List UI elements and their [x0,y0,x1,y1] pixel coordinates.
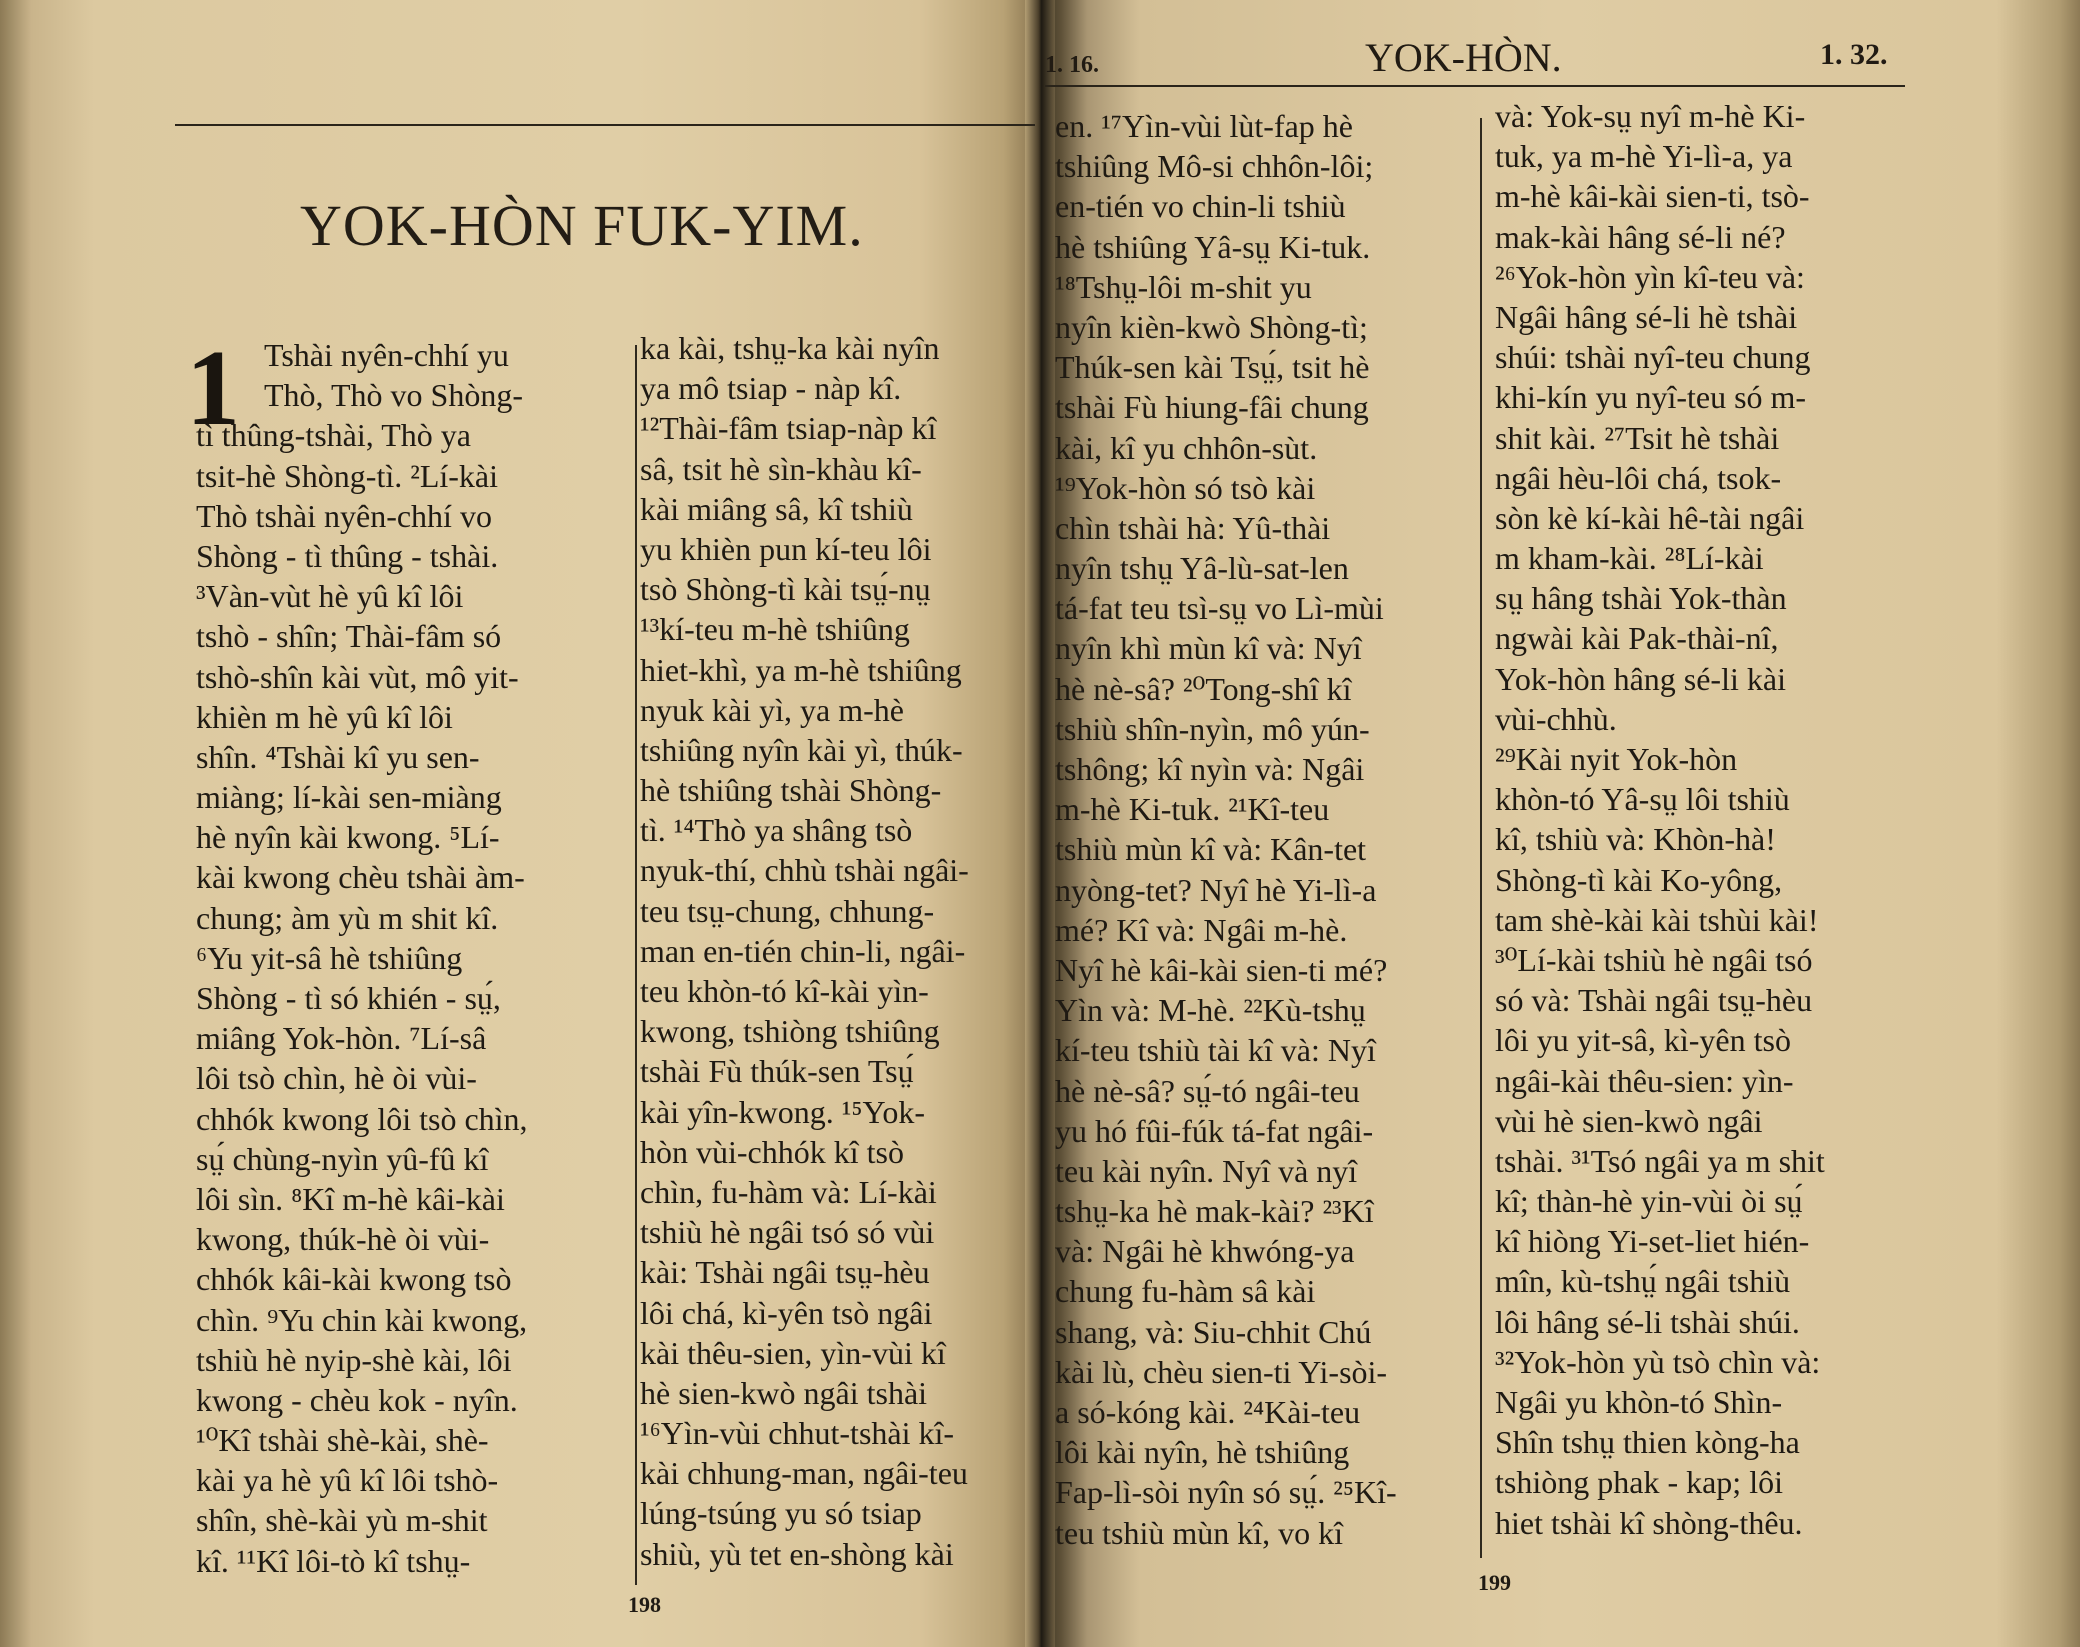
left-col1-line: lôi sìn. ⁸Kî m-hè kâi-kài [196,1180,505,1217]
right-col1-line: tshiù shîn-nyìn, mô yún- [1055,710,1370,747]
right-col2-line: Shòng-tì kài Ko-yông, [1495,861,1783,898]
right-col2-line: hiet tshài kî shòng-thêu. [1495,1504,1803,1541]
left-col1-line: ¹⁰Kî tshài shè-kài, shè- [196,1422,489,1459]
left-col1-line: Thò tshài nyên-chhí vo [196,497,492,534]
right-col1-line: lôi kài nyîn, hè tshiûng [1055,1434,1350,1471]
top-rule-left [175,124,1035,126]
right-col2-line: tam shè-kài kài tshùi kài! [1495,901,1819,938]
left-column-2 [640,328,1040,1574]
left-col2-line: hè sien-kwò ngâi tshài [640,1374,928,1411]
left-col1-line: sṳ́ chùng-nyìn yû-fû kî [196,1140,489,1177]
left-col1-line: ⁶Yu yit-sâ hè tshiûng [196,939,463,976]
right-col1-line: Fap-lì-sòi nyîn só sṳ́. ²⁵Kî- [1055,1474,1397,1511]
right-col1-line: a só-kóng kài. ²⁴Kài-teu [1055,1394,1361,1430]
left-col2-line: tshiûng nyîn kài yì, thúk- [640,731,963,768]
right-col1-line: tshiûng Mô-si chhôn-lôi; [1055,148,1374,185]
right-col2-line: mak-kài hâng sé-li né? [1495,218,1786,255]
right-col2-line: vùi-chhù. [1495,700,1617,737]
right-col2-line: ngâi hèu-lôi chá, tsok- [1495,459,1782,496]
left-col2-line: shiù, yù tet en-shòng kài [640,1535,954,1572]
left-col1-line: chung; àm yù m shit kî. [196,899,499,936]
left-col2-line: ka kài, tshṳ-ka kài nyîn [640,330,940,366]
left-col2-line: ¹⁶Yìn-vùi chhut-tshài kî- [640,1415,955,1452]
right-col2-line: m kham-kài. ²⁸Lí-kài [1495,540,1764,577]
chapter-drop-cap: 1 [186,329,240,448]
right-col1-line: chung fu-hàm sâ kài [1055,1273,1316,1310]
left-col2-line: teu tsṳ-chung, chhung- [640,892,935,929]
right-col1-line: chìn tshài hà: Yû-thài [1055,509,1331,546]
right-col1-line: tshài Fù hiung-fâi chung [1055,389,1369,426]
right-col2-line: khòn-tó Yâ-sṳ lôi tshiù [1495,781,1790,818]
right-col2-line: khi-kín yu nyî-teu só m- [1495,379,1807,416]
right-col1-line: Nyî hè kâi-kài sien-ti mé? [1055,951,1388,988]
left-col1-line: tsit-hè Shòng-tì. ²Lí-kài [196,457,498,494]
right-col2-line: sòn kè kí-kài hê-tài ngâi [1495,499,1805,536]
left-col1-line: kài ya hè yû kî lôi tshò- [196,1462,499,1499]
right-column-1 [1055,106,1475,1553]
right-col2-line: tuk, ya m-hè Yi-lì-a, ya [1495,138,1793,175]
left-column-1 [196,335,626,1581]
right-col2-line: Shîn tshṳ thien kòng-ha [1495,1424,1800,1461]
right-col1-line: en-tién vo chin-li tshiù [1055,188,1346,225]
left-col2-line: hòn vùi-chhók kî tsò [640,1133,904,1170]
right-col1-line: en. ¹⁷Yìn-vùi lùt-fap hè [1055,108,1353,144]
right-col2-line: ³⁰Lí-kài tshiù hè ngâi tsó [1495,941,1813,978]
right-column-2 [1495,96,1945,1543]
right-col1-line: ¹⁹Yok-hòn só tsò kài [1055,469,1316,506]
left-col2-line: nyuk kài yì, ya m-hè [640,691,904,728]
right-col2-line: m-hè kâi-kài sien-ti, tsò- [1495,178,1810,215]
book-title: YOK-HÒN FUK-YIM. [300,193,864,258]
left-col1-line: Shòng - tì só khién - sṳ́, [196,980,501,1016]
left-col1-line: hè nyîn kài kwong. ⁵Lí- [196,819,500,856]
right-col1-line: và: Ngâi hè khwóng-ya [1055,1233,1355,1270]
right-col2-line: Yok-hòn hâng sé-li kài [1495,660,1786,697]
left-col2-line: hè tshiûng tshài Shòng- [640,772,942,809]
left-col2-line: yu khièn pun kí-teu lôi [640,530,932,567]
left-col2-line: tì. ¹⁴Thò ya shâng tsò [640,812,913,849]
left-col2-line: lúng-tsúng yu só tsiap [640,1495,922,1532]
left-col2-line: nyuk-thí, chhù tshài ngâi- [640,852,969,889]
left-col1-line: miàng; lí-kài sen-miàng [196,779,502,816]
column-divider-left [635,345,637,1585]
right-col1-line: shang, và: Siu-chhit Chú [1055,1313,1372,1350]
right-col1-line: hè nè-sâ? ²⁰Tong-shî kî [1055,670,1352,707]
right-col2-line: kî hiòng Yi-set-liet hién- [1495,1223,1810,1260]
right-col2-line: kî; thàn-hè yin-vùi òi sṳ́ [1495,1183,1803,1220]
right-col2-line: shúi: tshài nyî-teu chung [1495,339,1811,376]
left-col2-line: tshài Fù thúk-sen Tsṳ́ [640,1053,914,1090]
left-col1-line: shîn. ⁴Tshài kî yu sen- [196,738,480,775]
right-col2-line: lôi hâng sé-li tshài shúi. [1495,1303,1800,1340]
right-col2-line: só và: Tshài ngâi tsṳ-hèu [1495,982,1813,1019]
right-col1-line: mé? Kî và: Ngâi m-hè. [1055,911,1348,948]
left-col1-line: kwong, thúk-hè òi vùi- [196,1221,490,1258]
right-col1-line: tshṳ-ka hè mak-kài? ²³Kî [1055,1193,1374,1230]
right-col2-line: sṳ hâng tshài Yok-thàn [1495,580,1787,617]
left-col1-line: ³Vàn-vùt hè yû kî lôi [196,578,464,615]
right-col1-line: Yìn và: M-hè. ²²Kù-tshṳ [1055,992,1366,1029]
right-col2-line: ²⁶Yok-hòn yìn kî-teu và: [1495,258,1805,295]
right-col2-line: tshài. ³¹Tsó ngâi ya m shit [1495,1142,1825,1179]
left-col2-line: tshiù hè ngâi tsó só vùi [640,1214,935,1251]
left-col2-line: sâ, tsit hè sìn-khàu kî- [640,450,922,487]
left-col1-line: tshò - shîn; Thài-fâm só [196,618,502,655]
left-col1-line: kwong - chèu kok - nyîn. [196,1381,518,1418]
left-col2-line: ¹³kí-teu m-hè tshiûng [640,611,910,648]
header-book-name: YOK-HÒN. [1365,35,1562,80]
right-col2-line: ²⁹Kài nyit Yok-hòn [1495,741,1738,777]
header-chapter-start: 1. 16. [1045,52,1099,78]
right-col2-line: tshiòng phak - kap; lôi [1495,1464,1783,1501]
left-col1-line: khièn m hè yû kî lôi [196,698,453,735]
left-col1-line: tshò-shîn kài vùt, mô yit- [196,658,519,695]
left-col1-line: chhók kâi-kài kwong tsò [196,1261,512,1298]
right-col1-line: nyîn tshṳ Yâ-lù-sat-len [1055,550,1349,587]
right-col2-line: kî, tshiù và: Khòn-hà! [1495,821,1776,858]
right-col2-line: Ngâi hâng sé-li hè tshài [1495,298,1798,335]
right-col1-line: tshiù mùn kî và: Kân-tet [1055,831,1367,868]
right-col1-line: teu tshiù mùn kî, vo kî [1055,1514,1343,1551]
left-col1-line: miâng Yok-hòn. ⁷Lí-sâ [196,1020,487,1057]
left-col2-line: kài yîn-kwong. ¹⁵Yok- [640,1093,926,1130]
right-col1-line: tá-fat teu tsì-sṳ vo Lì-mùi [1055,590,1384,627]
right-col1-line: ¹⁸Tshṳ-lôi m-shit yu [1055,268,1312,305]
left-col2-line: ya mô tsiap - nàp kî. [640,370,902,407]
page-number-left: 198 [628,1592,661,1617]
left-col1-line: Tshài nyên-chhí yu [264,337,509,373]
top-rule-right [1045,85,1905,87]
right-col2-line: ngâi-kài thêu-sien: yìn- [1495,1062,1794,1099]
left-col2-line: tsò Shòng-tì kài tsṳ́-nṳ [640,571,931,608]
right-col1-line: tshông; kî nyìn và: Ngâi [1055,751,1365,787]
left-col1-line: kî. ¹¹Kî lôi-tò kî tshṳ- [196,1542,471,1579]
left-col2-line: kài: Tshài ngâi tsṳ-hèu [640,1254,930,1291]
right-col1-line: teu kài nyîn. Nyî và nyî [1055,1152,1358,1189]
left-col2-line: teu khòn-tó kî-kài yìn- [640,973,929,1009]
right-col2-line: mîn, kù-tshṳ́ ngâi tshiù [1495,1263,1791,1300]
column-divider-right [1480,118,1482,1558]
left-col1-line: Shòng - tì thûng - tshài. [196,537,499,574]
left-col1-line: tì thûng-tshài, Thò ya [196,417,471,454]
left-col2-line: kài miâng sâ, kî tshiù [640,490,913,527]
left-col2-line: man en-tién chin-li, ngâi- [640,932,966,969]
left-col2-line: lôi chá, kì-yên tsò ngâi [640,1294,933,1331]
right-col2-line: ³²Yok-hòn yù tsò chìn và: [1495,1343,1821,1380]
right-col1-line: hè tshiûng Yâ-sṳ Ki-tuk. [1055,228,1371,265]
left-col1-line: lôi tsò chìn, hè òi vùi- [196,1060,477,1097]
right-col1-line: nyîn khì mùn kî và: Nyî [1055,630,1362,667]
right-col2-line: Ngâi yu khòn-tó Shìn- [1495,1384,1783,1420]
left-col2-line: chìn, fu-hàm và: Lí-kài [640,1173,937,1210]
page-number-right: 199 [1478,1570,1511,1595]
left-col2-line: kwong, tshiòng tshiûng [640,1013,940,1050]
left-col2-line: hiet-khì, ya m-hè tshiûng [640,651,962,688]
right-col1-line: Thúk-sen kài Tsṳ́, tsit hè [1055,349,1370,386]
left-col1-line: shîn, shè-kài yù m-shit [196,1502,488,1539]
right-col1-line: hè nè-sâ? sṳ́-tó ngâi-teu [1055,1072,1360,1109]
right-col1-line: nyîn kièn-kwò Shòng-tì; [1055,308,1368,345]
left-col1-line: chìn. ⁹Yu chin kài kwong, [196,1301,528,1338]
left-col1-line: chhók kwong lôi tsò chìn, [196,1100,528,1137]
header-chapter-end: 1. 32. [1820,38,1888,71]
left-col1-line: tshiù hè nyip-shè kài, lôi [196,1341,512,1378]
left-col2-line: kài chhung-man, ngâi-teu [640,1455,968,1492]
right-col2-line: lôi yu yit-sâ, kì-yên tsò [1495,1022,1791,1059]
right-col1-line: nyòng-tet? Nyî hè Yi-lì-a [1055,871,1377,908]
right-col2-line: vùi hè sien-kwò ngâi [1495,1102,1763,1139]
right-col1-line: kí-teu tshiù tài kî và: Nyî [1055,1032,1376,1069]
left-col1-line: kài kwong chèu tshài àm- [196,859,525,896]
left-col1-line: Thò, Thò vo Shòng- [264,377,523,414]
right-col1-line: kài, kî yu chhôn-sùt. [1055,429,1318,466]
right-col2-line: ngwài kài Pak-thài-nî, [1495,620,1779,657]
right-col1-line: yu hó fûi-fúk tá-fat ngâi- [1055,1112,1374,1149]
left-col2-line: ¹²Thài-fâm tsiap-nàp kî [640,410,937,447]
right-col2-line: shit kài. ²⁷Tsit hè tshài [1495,419,1780,456]
right-col1-line: kài lù, chèu sien-ti Yi-sòi- [1055,1353,1388,1390]
right-col1-line: m-hè Ki-tuk. ²¹Kî-teu [1055,791,1330,828]
right-col2-line: và: Yok-sṳ nyî m-hè Ki- [1495,98,1806,134]
left-col2-line: kài thêu-sien, yìn-vùi kî [640,1334,946,1371]
